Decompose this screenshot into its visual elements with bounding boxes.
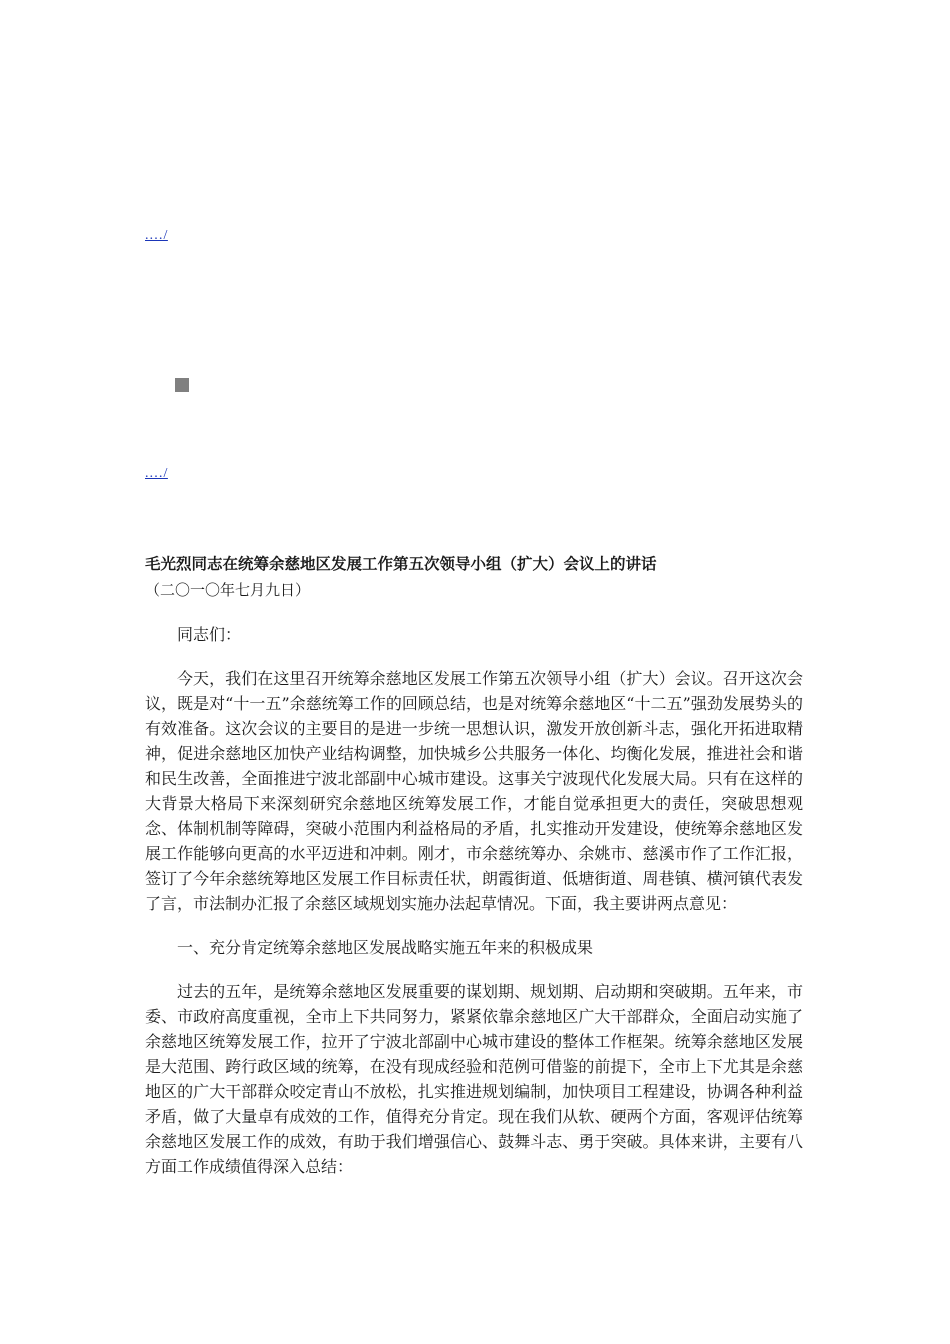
document-body [145,554,803,1179]
greeting: 同志们： [177,625,242,644]
image-placeholder [175,378,189,392]
link-bottom[interactable]: .…/ [145,466,168,481]
document-date: （二〇一〇年七月九日） [145,581,311,599]
link-top[interactable]: .…/ [145,228,168,243]
paragraph-2: 过去的五年，是统筹余慈地区发展重要的谋划期、规划期、启动期和突破期。五年来，市委、市政府高度重视，全市上下共同努力，紧紧依靠余慈地区广大干部群众，全面启动实施了余慈地区统筹发展工作，拉开了宁波北部副中心城市建设的整体工作框架。统筹余慈地区发展是大范围、跨行政区域的统筹，在没有现成经验和范例可借鉴的前提下，全市上下尤其是余慈地区的广大干部群众咬定青山不放松，扎实推进规划编制，加快项目工程建设，协调各种利益矛盾，做了大量卓有成效的工作，值得充分肯定。现在我们从软、硬两个方面，客观评估统筹余慈地区发展工作的成效，有助于我们增强信心、鼓舞斗志、勇于突破。具体来讲，主要有八方面工作成绩值得深入总结： [145,982,803,1176]
document-title: 毛光烈同志在统筹余慈地区发展工作第五次领导小组（扩大）会议上的讲话 [145,555,657,573]
paragraph-1: 今天，我们在这里召开统筹余慈地区发展工作第五次领导小组（扩大）会议。召开这次会议，既是对“十一五”余慈统筹工作的回顾总结，也是对统筹余慈地区“十二五”强劲发展势头的有效准备。这次会议的主要目的是进一步统一思想认识，激发开放创新斗志，强化开拓进取精神，促进余慈地区加快产业结构调整，加快城乡公共服务一体化、均衡化发展，推进社会和谐和民生改善，全面推进宁波北部副中心城市建设。这事关宁波现代化发展大局。只有在这样的大背景大格局下来深刻研究余慈地区统筹发展工作，才能自觉承担更大的责任，突破思想观念、体制机制等障碍，突破小范围内利益格局的矛盾，扎实推动开发建设，使统筹余慈地区发展工作能够向更高的水平迈进和冲刺。刚才，市余慈统筹办、余姚市、慈溪市作了工作汇报，签订了今年余慈统筹地区发展工作目标责任状，朗霞街道、低塘街道、周巷镇、横河镇代表发了言，市法制办汇报了余慈区域规划实施办法起草情况。下面，我主要讲两点意见： [145,669,803,913]
section-heading-1: 一、充分肯定统筹余慈地区发展战略实施五年来的积极成果 [177,938,594,957]
